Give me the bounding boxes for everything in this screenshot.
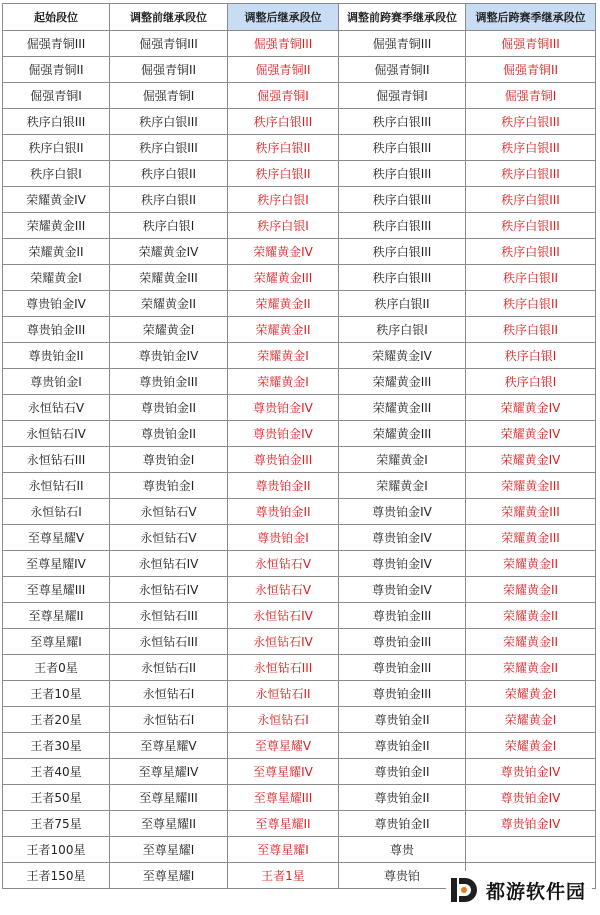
cell-before-inherit: 永恒钻石V (110, 499, 228, 525)
cell-start-rank: 王者20星 (3, 707, 110, 733)
cell-before-inherit: 尊贵铂金II (110, 395, 228, 421)
table-body (3, 31, 596, 889)
cell-before-inherit: 永恒钻石II (110, 655, 228, 681)
cell-after-cross-season: 荣耀黄金III (466, 473, 596, 499)
table-row (3, 551, 596, 577)
cell-before-cross-season: 尊贵铂金III (339, 655, 466, 681)
cell-before-inherit: 秩序白银II (110, 187, 228, 213)
cell-start-rank: 至尊星耀I (3, 629, 110, 655)
cell-before-cross-season: 尊贵铂金II (339, 811, 466, 837)
cell-after-cross-season: 秩序白银III (466, 135, 596, 161)
cell-before-cross-season: 尊贵铂金II (339, 759, 466, 785)
table-header-row (3, 4, 596, 31)
cell-after-inherit: 秩序白银II (228, 161, 339, 187)
cell-before-inherit: 倔强青铜III (110, 31, 228, 57)
cell-after-cross-season: 秩序白银I (466, 343, 596, 369)
cell-after-cross-season: 尊贵铂金IV (466, 759, 596, 785)
cell-after-cross-season: 荣耀黄金II (466, 603, 596, 629)
cell-after-cross-season: 尊贵铂金IV (466, 785, 596, 811)
cell-before-inherit: 至尊星耀V (110, 733, 228, 759)
table-row (3, 135, 596, 161)
table-row (3, 577, 596, 603)
cell-before-cross-season: 荣耀黄金I (339, 447, 466, 473)
cell-before-cross-season: 尊贵铂金IV (339, 525, 466, 551)
rank-inheritance-table (2, 3, 596, 889)
table-row (3, 239, 596, 265)
cell-start-rank: 倔强青铜II (3, 57, 110, 83)
cell-before-cross-season: 倔强青铜II (339, 57, 466, 83)
cell-before-cross-season: 秩序白银II (339, 291, 466, 317)
cell-before-inherit: 至尊星耀I (110, 837, 228, 863)
cell-before-inherit: 荣耀黄金II (110, 291, 228, 317)
cell-after-inherit: 王者1星 (228, 863, 339, 889)
cell-after-inherit: 秩序白银II (228, 135, 339, 161)
cell-after-cross-season: 荣耀黄金II (466, 655, 596, 681)
table-row (3, 421, 596, 447)
table-row (3, 681, 596, 707)
header-before-cross-season: 调整前跨赛季继承段位 (339, 4, 466, 31)
table-row (3, 473, 596, 499)
header-after-cross-season: 调整后跨赛季继承段位 (466, 4, 596, 31)
cell-after-inherit: 至尊星耀III (228, 785, 339, 811)
cell-before-cross-season: 秩序白银I (339, 317, 466, 343)
table-row (3, 31, 596, 57)
cell-before-cross-season: 秩序白银III (339, 161, 466, 187)
cell-before-cross-season: 秩序白银III (339, 239, 466, 265)
cell-after-inherit: 尊贵铂金I (228, 525, 339, 551)
cell-start-rank: 永恒钻石V (3, 395, 110, 421)
header-start-rank: 起始段位 (3, 4, 110, 31)
cell-start-rank: 倔强青铜III (3, 31, 110, 57)
cell-before-cross-season: 荣耀黄金IV (339, 343, 466, 369)
cell-after-cross-season: 荣耀黄金II (466, 629, 596, 655)
cell-after-cross-season: 荣耀黄金IV (466, 395, 596, 421)
cell-after-inherit: 尊贵铂金II (228, 473, 339, 499)
cell-before-inherit: 荣耀黄金IV (110, 239, 228, 265)
cell-after-inherit: 荣耀黄金II (228, 317, 339, 343)
table-row (3, 785, 596, 811)
cell-after-inherit: 尊贵铂金IV (228, 395, 339, 421)
cell-start-rank: 王者100星 (3, 837, 110, 863)
table-row (3, 369, 596, 395)
cell-after-cross-season: 尊贵铂金IV (466, 811, 596, 837)
cell-after-cross-season: 荣耀黄金II (466, 551, 596, 577)
table-row (3, 343, 596, 369)
cell-before-inherit: 永恒钻石III (110, 629, 228, 655)
cell-before-cross-season: 尊贵铂 (339, 863, 466, 889)
cell-start-rank: 永恒钻石I (3, 499, 110, 525)
cell-start-rank: 荣耀黄金III (3, 213, 110, 239)
table-row (3, 655, 596, 681)
cell-start-rank: 尊贵铂金IV (3, 291, 110, 317)
table-row (3, 447, 596, 473)
cell-before-cross-season: 尊贵铂金II (339, 733, 466, 759)
table-row (3, 395, 596, 421)
cell-after-inherit: 永恒钻石V (228, 577, 339, 603)
cell-after-cross-season: 秩序白银II (466, 265, 596, 291)
table-row (3, 837, 596, 863)
cell-before-cross-season: 尊贵铂金II (339, 707, 466, 733)
cell-after-inherit: 秩序白银I (228, 187, 339, 213)
cell-start-rank: 至尊星耀V (3, 525, 110, 551)
table-row (3, 707, 596, 733)
cell-before-cross-season: 尊贵铂金III (339, 629, 466, 655)
table-row (3, 109, 596, 135)
cell-after-cross-season: 荣耀黄金III (466, 525, 596, 551)
table-row (3, 317, 596, 343)
cell-start-rank: 永恒钻石II (3, 473, 110, 499)
cell-before-cross-season: 荣耀黄金I (339, 473, 466, 499)
cell-after-inherit: 永恒钻石I (228, 707, 339, 733)
cell-before-inherit: 至尊星耀III (110, 785, 228, 811)
cell-after-inherit: 尊贵铂金III (228, 447, 339, 473)
cell-before-inherit: 尊贵铂金II (110, 421, 228, 447)
cell-after-cross-season: 荣耀黄金IV (466, 447, 596, 473)
table-row (3, 733, 596, 759)
cell-before-cross-season: 荣耀黄金III (339, 395, 466, 421)
cell-start-rank: 王者30星 (3, 733, 110, 759)
cell-before-cross-season: 秩序白银III (339, 187, 466, 213)
cell-after-cross-season: 荣耀黄金III (466, 499, 596, 525)
cell-after-cross-season: 荣耀黄金I (466, 733, 596, 759)
cell-after-inherit: 秩序白银III (228, 109, 339, 135)
cell-after-cross-season: 倔强青铜III (466, 31, 596, 57)
cell-after-inherit: 尊贵铂金II (228, 499, 339, 525)
cell-before-cross-season: 尊贵铂金IV (339, 551, 466, 577)
cell-before-inherit: 至尊星耀I (110, 863, 228, 889)
cell-start-rank: 至尊星耀IV (3, 551, 110, 577)
table-row (3, 759, 596, 785)
cell-before-cross-season: 秩序白银III (339, 265, 466, 291)
cell-before-inherit: 尊贵铂金III (110, 369, 228, 395)
table-row (3, 57, 596, 83)
cell-after-inherit: 荣耀黄金I (228, 369, 339, 395)
cell-before-cross-season: 尊贵 (339, 837, 466, 863)
cell-before-inherit: 倔强青铜I (110, 83, 228, 109)
cell-after-inherit: 永恒钻石V (228, 551, 339, 577)
table-row (3, 291, 596, 317)
table-row (3, 525, 596, 551)
cell-before-inherit: 秩序白银III (110, 135, 228, 161)
cell-before-inherit: 永恒钻石III (110, 603, 228, 629)
watermark-text: 都游软件园 (485, 880, 586, 903)
cell-before-inherit: 永恒钻石IV (110, 551, 228, 577)
cell-before-inherit: 永恒钻石V (110, 525, 228, 551)
cell-start-rank: 秩序白银II (3, 135, 110, 161)
cell-start-rank: 尊贵铂金III (3, 317, 110, 343)
cell-after-cross-season: 秩序白银II (466, 317, 596, 343)
cell-after-cross-season (466, 837, 596, 863)
table-row (3, 499, 596, 525)
cell-after-cross-season: 秩序白银III (466, 161, 596, 187)
cell-start-rank: 秩序白银III (3, 109, 110, 135)
cell-before-inherit: 永恒钻石I (110, 681, 228, 707)
cell-before-inherit: 至尊星耀IV (110, 759, 228, 785)
cell-before-inherit: 秩序白银II (110, 161, 228, 187)
cell-after-inherit: 至尊星耀IV (228, 759, 339, 785)
header-before-inherit: 调整前继承段位 (110, 4, 228, 31)
table-row (3, 629, 596, 655)
cell-after-inherit: 倔强青铜II (228, 57, 339, 83)
cell-after-inherit: 永恒钻石IV (228, 629, 339, 655)
table-row (3, 603, 596, 629)
cell-after-cross-season: 秩序白银I (466, 369, 596, 395)
cell-after-inherit: 荣耀黄金IV (228, 239, 339, 265)
cell-after-inherit: 永恒钻石II (228, 681, 339, 707)
cell-before-cross-season: 倔强青铜I (339, 83, 466, 109)
cell-start-rank: 荣耀黄金II (3, 239, 110, 265)
cell-before-cross-season: 荣耀黄金III (339, 369, 466, 395)
cell-start-rank: 王者50星 (3, 785, 110, 811)
cell-after-cross-season: 秩序白银III (466, 239, 596, 265)
cell-before-inherit: 秩序白银I (110, 213, 228, 239)
cell-before-inherit: 永恒钻石I (110, 707, 228, 733)
cell-start-rank: 王者10星 (3, 681, 110, 707)
cell-start-rank: 永恒钻石III (3, 447, 110, 473)
cell-start-rank: 王者0星 (3, 655, 110, 681)
cell-after-inherit: 永恒钻石IV (228, 603, 339, 629)
dy-logo-icon (450, 875, 480, 905)
cell-before-cross-season: 倔强青铜III (339, 31, 466, 57)
cell-after-cross-season: 倔强青铜I (466, 83, 596, 109)
cell-before-inherit: 至尊星耀II (110, 811, 228, 837)
cell-before-inherit: 秩序白银III (110, 109, 228, 135)
cell-before-cross-season: 荣耀黄金III (339, 421, 466, 447)
cell-before-inherit: 尊贵铂金I (110, 447, 228, 473)
cell-after-cross-season: 荣耀黄金I (466, 681, 596, 707)
cell-after-cross-season: 荣耀黄金II (466, 577, 596, 603)
cell-before-inherit: 荣耀黄金III (110, 265, 228, 291)
cell-before-cross-season: 秩序白银III (339, 109, 466, 135)
cell-before-inherit: 倔强青铜II (110, 57, 228, 83)
cell-after-inherit: 荣耀黄金II (228, 291, 339, 317)
cell-after-inherit: 永恒钻石III (228, 655, 339, 681)
cell-after-cross-season: 倔强青铜II (466, 57, 596, 83)
cell-start-rank: 王者150星 (3, 863, 110, 889)
cell-start-rank: 倔强青铜I (3, 83, 110, 109)
cell-after-inherit: 荣耀黄金I (228, 343, 339, 369)
cell-before-cross-season: 尊贵铂金IV (339, 577, 466, 603)
cell-start-rank: 荣耀黄金IV (3, 187, 110, 213)
cell-after-inherit: 尊贵铂金IV (228, 421, 339, 447)
cell-start-rank: 至尊星耀III (3, 577, 110, 603)
cell-start-rank: 荣耀黄金I (3, 265, 110, 291)
cell-before-inherit: 尊贵铂金IV (110, 343, 228, 369)
table-row (3, 187, 596, 213)
cell-start-rank: 至尊星耀II (3, 603, 110, 629)
cell-before-cross-season: 秩序白银III (339, 213, 466, 239)
cell-before-cross-season: 秩序白银III (339, 135, 466, 161)
table-row (3, 811, 596, 837)
cell-after-cross-season: 秩序白银III (466, 187, 596, 213)
cell-before-cross-season: 尊贵铂金III (339, 603, 466, 629)
cell-start-rank: 尊贵铂金I (3, 369, 110, 395)
cell-after-inherit: 荣耀黄金III (228, 265, 339, 291)
cell-after-inherit: 至尊星耀V (228, 733, 339, 759)
table-row (3, 83, 596, 109)
cell-before-inherit: 荣耀黄金I (110, 317, 228, 343)
cell-after-inherit: 秩序白银I (228, 213, 339, 239)
cell-after-cross-season: 秩序白银III (466, 109, 596, 135)
cell-before-cross-season: 尊贵铂金III (339, 681, 466, 707)
cell-start-rank: 王者75星 (3, 811, 110, 837)
site-watermark (446, 871, 592, 909)
cell-after-inherit: 倔强青铜I (228, 83, 339, 109)
cell-start-rank: 尊贵铂金II (3, 343, 110, 369)
cell-after-inherit: 至尊星耀I (228, 837, 339, 863)
cell-after-inherit: 倔强青铜III (228, 31, 339, 57)
table-row (3, 265, 596, 291)
cell-start-rank: 永恒钻石IV (3, 421, 110, 447)
cell-start-rank: 王者40星 (3, 759, 110, 785)
cell-after-inherit: 至尊星耀II (228, 811, 339, 837)
cell-before-inherit: 永恒钻石IV (110, 577, 228, 603)
cell-after-cross-season: 秩序白银III (466, 213, 596, 239)
cell-after-cross-season: 荣耀黄金I (466, 707, 596, 733)
header-after-inherit: 调整后继承段位 (228, 4, 339, 31)
cell-before-inherit: 尊贵铂金I (110, 473, 228, 499)
cell-before-cross-season: 尊贵铂金II (339, 785, 466, 811)
cell-after-cross-season: 秩序白银II (466, 291, 596, 317)
cell-before-cross-season: 尊贵铂金IV (339, 499, 466, 525)
table-row (3, 161, 596, 187)
cell-after-cross-season: 荣耀黄金IV (466, 421, 596, 447)
table-row (3, 213, 596, 239)
cell-start-rank: 秩序白银I (3, 161, 110, 187)
